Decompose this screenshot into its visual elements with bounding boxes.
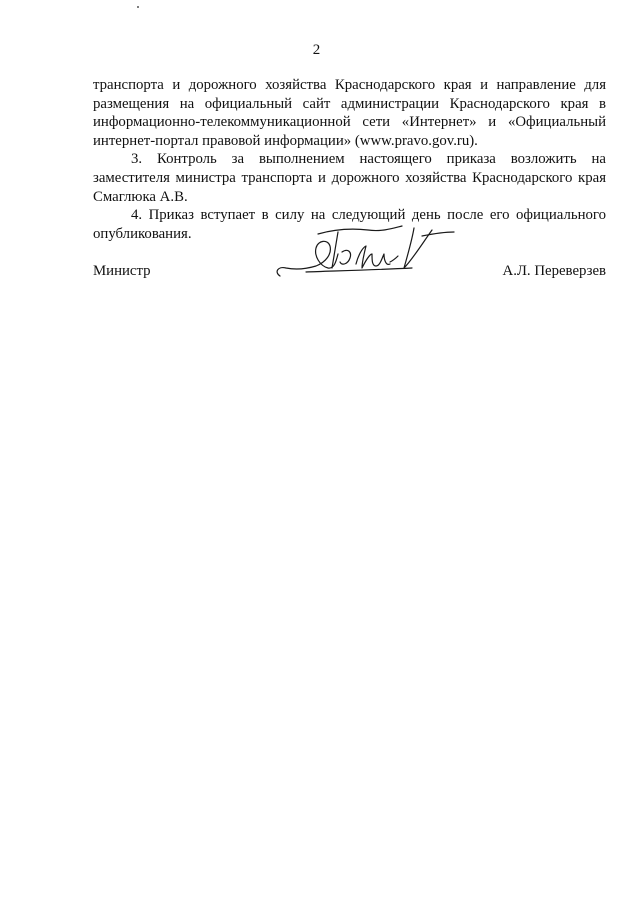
paragraph-item-3: 3. Контроль за выполнением настоящего приказа возложить на заместителя министра транспорта и дорожного хозяйства Краснодарского края Смаглюка А.В. [93, 151, 606, 205]
signature-row [93, 263, 606, 285]
scan-speck [137, 6, 139, 8]
document-body [93, 76, 606, 243]
paragraph-item-4: 4. Приказ вступает в силу на следующий день после его официального опубликования. [93, 207, 606, 242]
signer-position: Министр [93, 263, 151, 279]
page-number: 2 [312, 42, 321, 58]
signer-name: А.Л. Переверзев [502, 263, 606, 279]
paragraph-continuation: транспорта и дорожного хозяйства Краснодарского края и направление для размещения на официальный сайт администрации Краснодарского края в информационно-телекоммуникационной сети «Интернет» и «Официальный интернет-портал правовой информации» (www.pravo.gov.ru). [93, 77, 606, 149]
